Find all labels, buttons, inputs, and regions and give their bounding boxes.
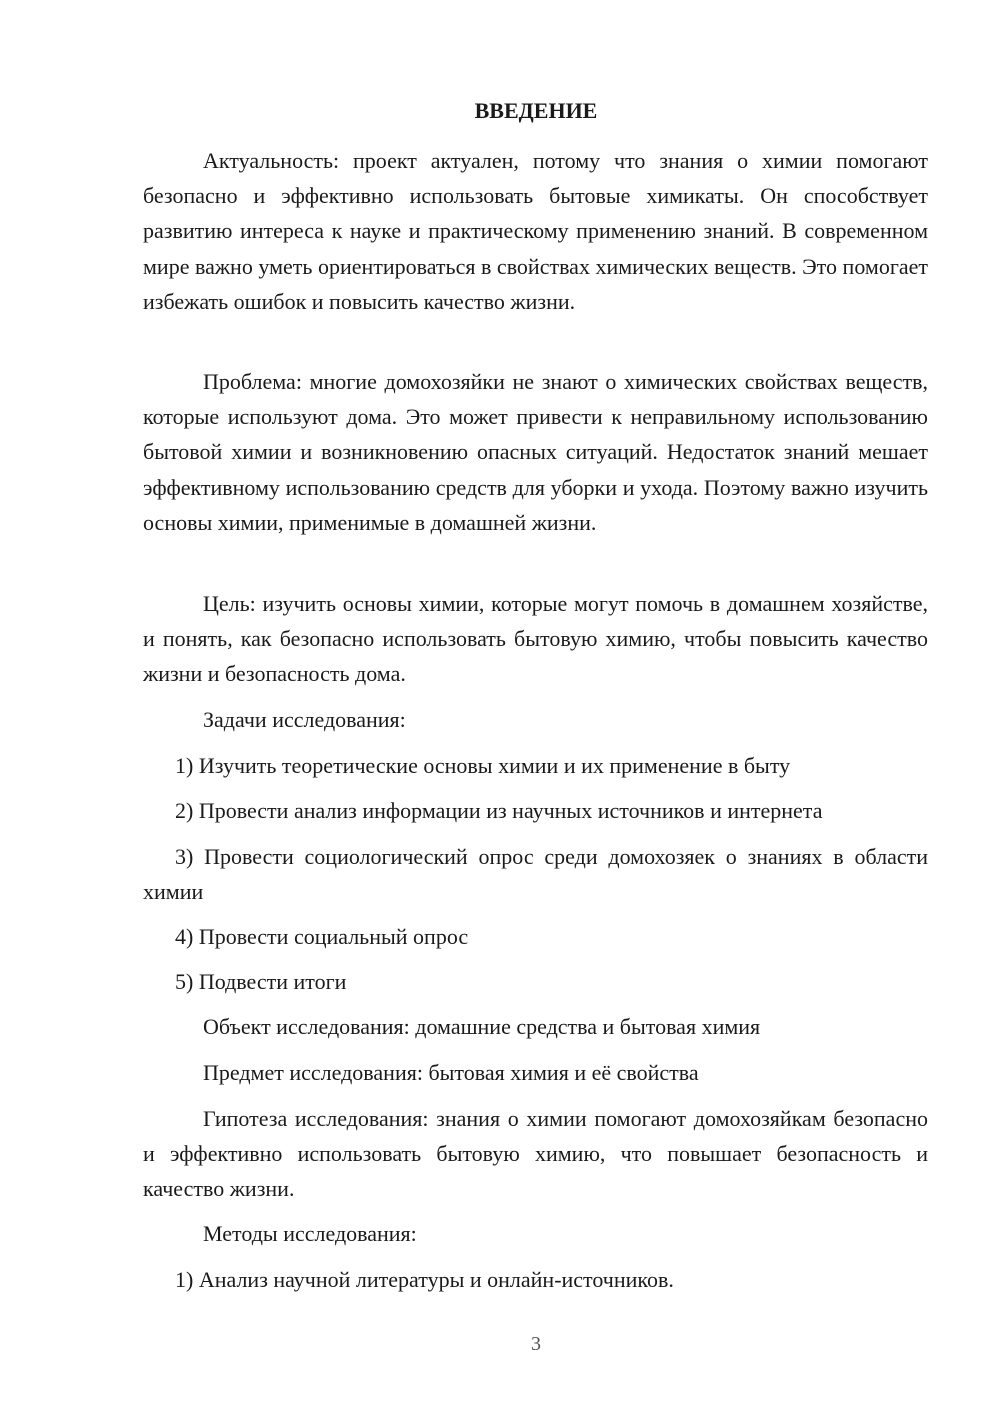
hypothesis-paragraph: Гипотеза исследования: знания о химии помогают домохозяйкам безопасно и эффективно использовать бытовую химию, что повышает безопасность и качество жизни.: [143, 1106, 928, 1202]
section-heading: ВВЕДЕНИЕ: [474, 98, 598, 123]
tasks-heading: Задачи исследования:: [203, 707, 406, 732]
problem-paragraph: Проблема: многие домохозяйки не знают о химических свойствах веществ, которые используют дома. Это может привести к неправильному использованию бытовой химии и возникновению опасных ситуаций. Недостаток знаний мешает эффективному использованию средств для уборки и ухода. Поэтому важно изучить основы химии, применимые в домашней жизни.: [143, 369, 928, 535]
relevance-paragraph: Актуальность: проект актуален, потому что знания о химии помогают безопасно и эффективно использовать бытовые химикаты. Он способствует развитию интереса к науке и практическому применению знаний. В современном мире важно уметь ориентироваться в свойствах химических веществ. Это помогает избежать ошибок и повысить качество жизни.: [143, 148, 928, 314]
methods-heading: Методы исследования:: [203, 1221, 417, 1246]
subject-paragraph: Предмет исследования: бытовая химия и её свойства: [203, 1060, 699, 1085]
object-paragraph: Объект исследования: домашние средства и бытовая химия: [203, 1014, 761, 1039]
task-item: 2) Провести анализ информации из научных источников и интернета: [175, 798, 823, 823]
goal-paragraph: Цель: изучить основы химии, которые могут помочь в домашнем хозяйстве, и понять, как безопасно использовать бытовую химию, чтобы повысить качество жизни и безопасность дома.: [143, 591, 928, 687]
method-item: 1) Анализ научной литературы и онлайн-источников.: [175, 1267, 674, 1292]
page-number: 3: [531, 1333, 541, 1355]
task-item: 1) Изучить теоретические основы химии и их применение в быту: [175, 753, 791, 778]
task-item: 3) Провести социологический опрос среди домохозяек о знаниях в области химии: [143, 844, 928, 905]
task-item: 4) Провести социальный опрос: [175, 924, 469, 949]
task-item: 5) Подвести итоги: [175, 969, 347, 994]
